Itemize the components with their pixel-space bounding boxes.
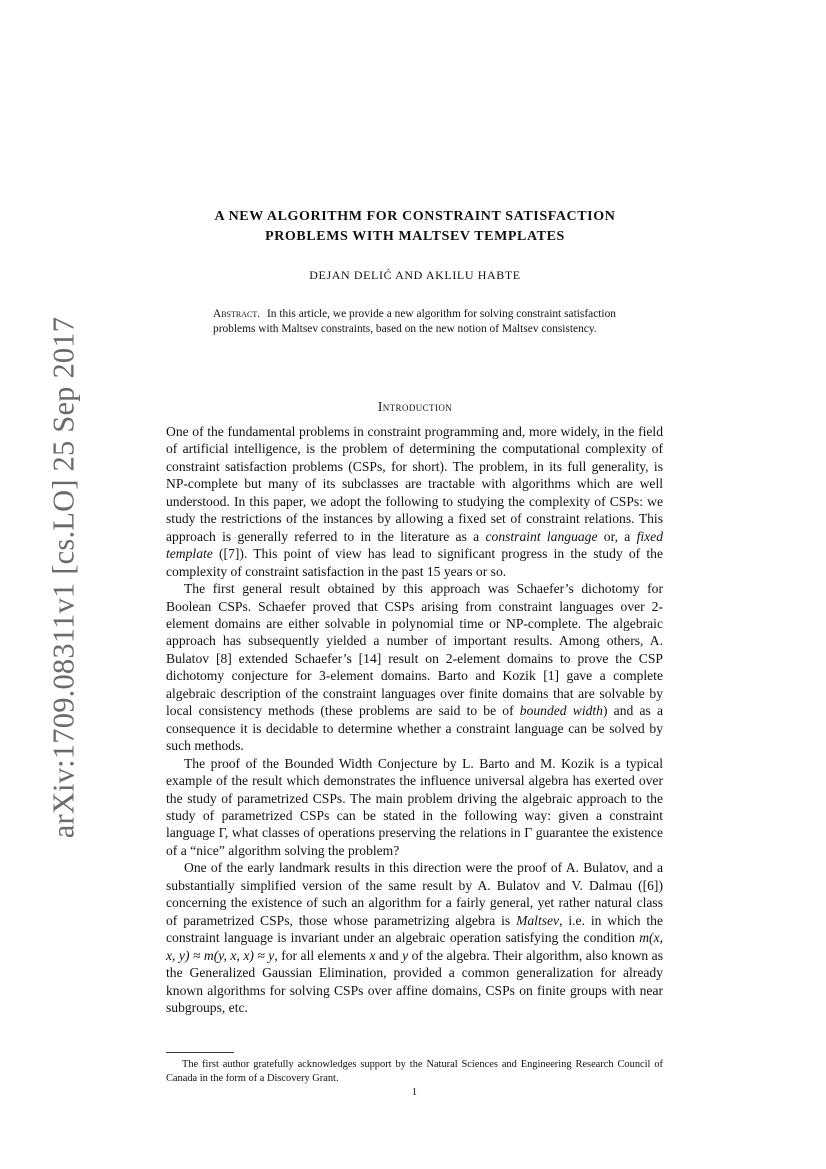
author-list: DEJAN DELIĆ AND AKLILU HABTE	[309, 268, 521, 282]
math-y: y	[402, 947, 409, 963]
page-number: 1	[411, 1087, 418, 1098]
footnote-divider	[166, 1052, 234, 1053]
paper-title	[140, 207, 690, 247]
body-text	[166, 423, 663, 1016]
math-maltsev-identity: m(x, x, y) ≈ m(y, x, x) ≈ y	[166, 930, 663, 963]
math-x: x	[369, 947, 376, 963]
paragraph-1: One of the fundamental problems in constraint programming and, more widely, in the field of artificial intelligence, is the problem of determining the computational complexity of constraint satisfaction problems (CSPs, for short). The problem, in its full generality, is NP-complete but many of its subclasses are tractable with algorithms which are well understood. In this paper, we adopt the following to studying the complexity of CSPs: we study the restrictions of the instances by allowing a fixed set of constraint relations. This approach is generally referred to in the literature as a constraint language or, a fixed template ([7]). This point of view has lead to significant progress in the study of the complexity of constraint satisfaction in the past 15 years or so.	[166, 424, 663, 579]
footnote: The first author gratefully acknowledges support by the Natural Sciences and Engineering Research Council of Canada in the form of a Discovery Grant.	[166, 1059, 663, 1084]
term-fixed-template: fixed template	[166, 528, 663, 562]
title-line-2: PROBLEMS WITH MALTSEV TEMPLATES	[265, 229, 565, 244]
arxiv-sidebar	[44, 316, 84, 838]
paragraph-3: The proof of the Bounded Width Conjecture by L. Barto and M. Kozik is a typical example of the result which demonstrates the influence universal algebra has exerted over the study of parametrized CSPs. The main problem driving the algebraic approach to the study of parametrized CSPs can be stated in the following way: given a constraint language Γ, what classes of operations preserving the relations in Γ guarantee the existence of a “nice” algorithm solving the problem?	[166, 755, 663, 858]
abstract-text: In this article, we provide a new algorithm for solving constraint satisfaction problems with Maltsev constraints, based on the new notion of Maltsev consistency.	[213, 308, 616, 335]
title-line-1: A NEW ALGORITHM FOR CONSTRAINT SATISFACTION	[214, 209, 616, 224]
section-heading: Introduction	[377, 399, 453, 414]
term-constraint-language: constraint language	[485, 528, 598, 544]
paragraph-4: One of the early landmark results in this direction were the proof of A. Bulatov, and a substantially simplified version of the same result by A. Bulatov and V. Dalmau ([6]) concerning the existence of such an algorithm for a fairly general, yet rather natural class of parametrized CSPs, those whose parametrizing algebra is Maltsev, i.e. in which the constraint language is invariant under an algebraic operation satisfying the condition m(x, x, y) ≈ m(y, x, x) ≈ y, for all elements x and y of the algebra. Their algorithm, also known as the Generalized Gaussian Elimination, provided a common generalization for already known algorithms for solving CSPs over affine domains, CSPs on finite groups with near subgroups, etc.	[166, 860, 663, 1015]
term-bounded-width: bounded width	[519, 703, 603, 719]
arxiv-identifier: arXiv:1709.08311v1 [cs.LO] 25 Sep 2017	[46, 316, 81, 838]
term-maltsev: Maltsev	[516, 912, 560, 928]
paragraph-2: The first general result obtained by this approach was Schaefer’s dichotomy for Boolean CSPs. Schaefer proved that CSPs arising from constraint languages over 2-element domains are either solvable in polynomial time or NP-complete. The algebraic approach has subsequently yielded a number of important results. Among others, A. Bulatov [8] extended Schaefer’s [14] result on 2-element domains to prove the CSP dichotomy conjecture for 3-element domains. Barto and Kozik [1] gave a complete algebraic description of the constraint languages over finite domains that are solvable by local consistency methods (these problems are said to be of bounded width) and as a consequence it is decidable to determine whether a constraint language can be solved by such methods.	[166, 581, 663, 754]
abstract	[213, 307, 616, 337]
abstract-label: Abstract.	[213, 308, 261, 320]
